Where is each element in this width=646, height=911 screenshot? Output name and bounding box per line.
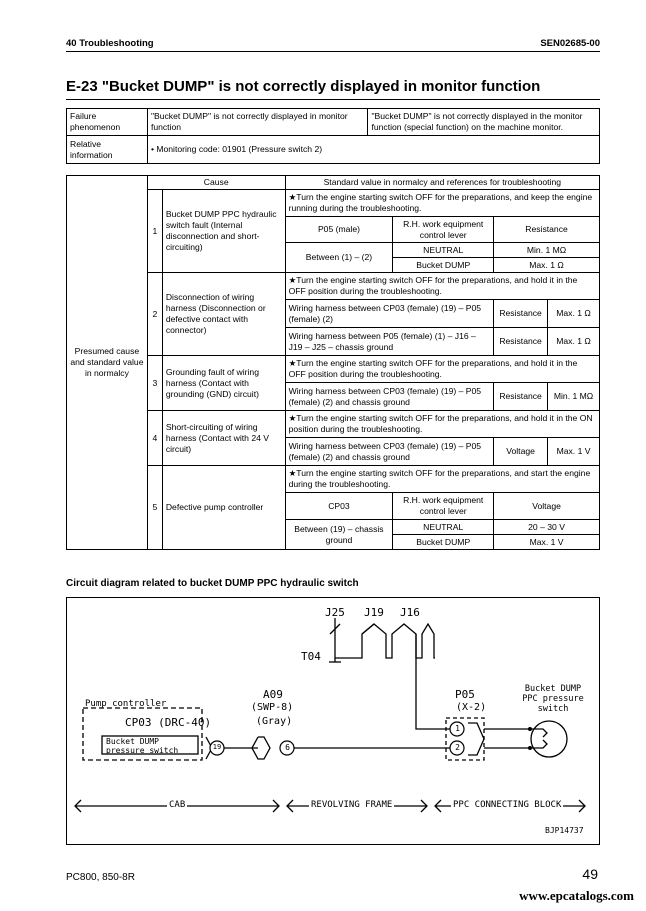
harness-description: Wiring harness between P05 (female) (1) – J16 – J19 – J25 – chassis ground (285, 328, 494, 356)
t04-label: T04 (301, 650, 321, 663)
value: Max. 1 Ω (548, 300, 600, 328)
cause-text: Grounding fault of wiring harness (Contact with grounding (GND) circuit) (162, 356, 285, 411)
ppc-block-label: PPC CONNECTING BLOCK (453, 800, 562, 810)
lever-dump: Bucket DUMP (393, 258, 494, 273)
procedure-note: ★Turn the engine starting switch OFF for the preparations, and hold it in the OFF position during the troubleshooting. (285, 356, 599, 383)
j16-label: J16 (400, 606, 420, 619)
controller-inner-label: Bucket DUMP pressure switch (106, 737, 179, 755)
value: 20 – 30 V (494, 520, 600, 535)
row-no: 1 (147, 190, 162, 273)
row-no: 5 (147, 466, 162, 550)
cab-label: CAB (169, 800, 186, 810)
p05-label: P05 (455, 688, 475, 701)
j19-label: J19 (364, 606, 384, 619)
header-lever: R.H. work equipment control lever (393, 493, 494, 520)
procedure-note: ★Turn the engine starting switch OFF for the preparations, and keep the engine running during the troubleshooting. (285, 190, 599, 217)
switch-contact (535, 740, 547, 748)
doc-code: SEN02685-00 (540, 38, 600, 49)
value: Max. 1 Ω (494, 258, 600, 273)
failure-label: Failure phenomenon (67, 109, 148, 136)
measure-type: Resistance (494, 383, 548, 411)
value: Max. 1 V (494, 535, 600, 550)
cause-text: Bucket DUMP PPC hydraulic switch fault (Internal disconnection and short-circuiting) (162, 190, 285, 273)
harness-description: Wiring harness between CP03 (female) (19) – P05 (female) (2) and chassis ground (285, 438, 494, 466)
lever-neutral: NEUTRAL (393, 520, 494, 535)
circuit-title: Circuit diagram related to bucket DUMP PPC hydraulic switch (66, 578, 359, 589)
measure-type: Resistance (494, 328, 548, 356)
cause-text: Defective pump controller (162, 466, 285, 550)
col-cause: Cause (147, 176, 285, 190)
x2-label: (X-2) (456, 702, 487, 713)
swp-label: (SWP-8) (251, 702, 294, 713)
j25-label: J25 (325, 606, 345, 619)
header-measure: Voltage (494, 493, 600, 520)
header-measure: Resistance (494, 217, 600, 243)
header-connector: CP03 (285, 493, 393, 520)
measure-type: Resistance (494, 300, 548, 328)
gray-label: (Gray) (256, 716, 293, 727)
value: Max. 1 Ω (548, 328, 600, 356)
relative-label: Relative information (67, 136, 148, 164)
procedure-note: ★Turn the engine starting switch OFF for the preparations, and hold it in the OFF position during the troubleshooting. (285, 273, 599, 300)
procedure-note: ★Turn the engine starting switch OFF for the preparations, and hold it in the ON position during the troubleshooting. (285, 411, 599, 438)
failure-text-1: "Bucket DUMP" is not correctly displayed in monitor function (147, 109, 368, 136)
node-dot (528, 727, 532, 731)
section-header: 40 Troubleshooting (66, 38, 154, 49)
pump-controller-label: Pump controller (85, 699, 167, 709)
watermark: www.epcatalogs.com (519, 888, 634, 903)
page-number: 49 (582, 866, 598, 882)
model-label: PC800, 850-8R (66, 872, 135, 883)
switch-label: Bucket DUMP PPC pressure switch (522, 684, 584, 714)
measure-between: Between (1) – (2) (285, 243, 393, 273)
lever-neutral: NEUTRAL (393, 243, 494, 258)
cause-text: Short-circuiting of wiring harness (Contact with 24 V circuit) (162, 411, 285, 466)
lever-dump: Bucket DUMP (393, 535, 494, 550)
wire-j16-p05 (416, 634, 450, 729)
title-rule (66, 99, 600, 100)
cp03-label: CP03 (DRC-40) (125, 716, 212, 729)
row-no: 2 (147, 273, 162, 356)
value: Max. 1 V (548, 438, 600, 466)
pin-1-label: 1 (455, 724, 460, 733)
pin-6-label: 6 (285, 743, 290, 752)
page-title: E-23 "Bucket DUMP" is not correctly displayed in monitor function (66, 78, 541, 95)
harness-description: Wiring harness between CP03 (female) (19) – P05 (female) (2) and chassis ground (285, 383, 494, 411)
value: Min. 1 MΩ (548, 383, 600, 411)
node-dot (528, 746, 532, 750)
header-lever: R.H. work equipment control lever (393, 217, 494, 243)
info-table (66, 108, 600, 164)
revolving-frame-label: REVOLVING FRAME (311, 800, 393, 810)
failure-text-2: "Bucket DUMP" is not correctly displayed in the monitor function (special function) on the machine monitor. (368, 109, 600, 136)
value: Min. 1 MΩ (494, 243, 600, 258)
relative-text: • Monitoring code: 01901 (Pressure switch 2) (147, 136, 599, 164)
switch-contact (535, 729, 547, 737)
a09-label: A09 (263, 688, 283, 701)
measure-between: Between (19) – chassis ground (285, 520, 393, 550)
procedure-note: ★Turn the engine starting switch OFF for the preparations, and start the engine during the troubleshooting. (285, 466, 599, 493)
pressure-switch-symbol (531, 721, 567, 757)
harness-description: Wiring harness between CP03 (female) (19) – P05 (female) (2) (285, 300, 494, 328)
col-standard: Standard value in normalcy and references for troubleshooting (285, 176, 599, 190)
pin-19-label: 19 (212, 743, 222, 751)
circuit-diagram (66, 597, 600, 845)
measure-type: Voltage (494, 438, 548, 466)
row-no: 3 (147, 356, 162, 411)
pin-2-label: 2 (455, 743, 460, 752)
cause-text: Disconnection of wiring harness (Disconnection or defective contact with connector) (162, 273, 285, 356)
header-rule (66, 51, 600, 52)
figure-code: BJP14737 (545, 826, 584, 835)
presumed-cause-label: Presumed cause and standard value in normalcy (67, 176, 148, 550)
junction-loop (335, 618, 435, 658)
troubleshooting-table (66, 175, 600, 550)
p05-connector (468, 723, 484, 755)
row-no: 4 (147, 411, 162, 466)
header-connector: P05 (male) (285, 217, 393, 243)
